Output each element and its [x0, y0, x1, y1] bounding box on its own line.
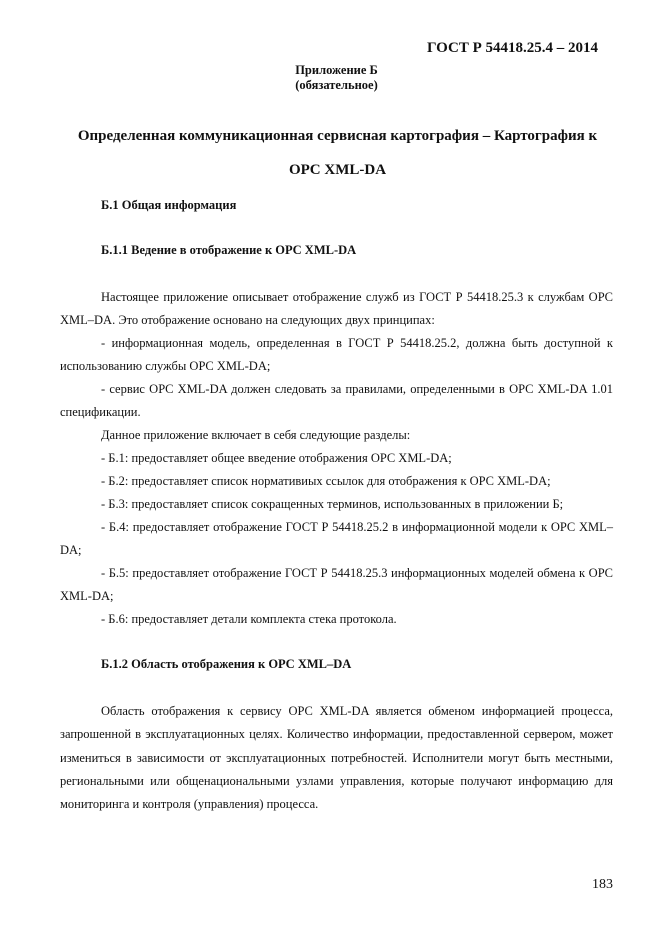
section-heading-b11: Б.1.1 Ведение в отображение к OPC XML-DA	[101, 243, 357, 257]
list-item: - Б.6: предоставляет детали комплекта стека протокола.	[101, 612, 397, 626]
page-number: 183	[592, 877, 613, 892]
list-item: - информационная модель, определенная в ГОСТ Р 54418.25.2, должна быть доступной к использованию службы OPC XML-DA;	[60, 336, 613, 374]
paragraph: Данное приложение включает в себя следующие разделы:	[101, 428, 411, 442]
appendix-heading	[0, 63, 661, 93]
paragraph: Настоящее приложение описывает отображение служб из ГОСТ Р 54418.25.3 к службам OPC XML–DA. Это отображение основано на следующих двух принципах:	[60, 290, 613, 328]
section-heading-b1: Б.1 Общая информация	[101, 198, 237, 212]
list-item: - Б.4: предоставляет отображение ГОСТ Р 54418.25.2 в информационной модели к OPC XML–DA;	[60, 520, 613, 558]
list-item: - Б.2: предоставляет список нормативиых ссылок для отображения к OPC XML-DA;	[101, 474, 551, 488]
title-line-1: Определенная коммуникационная сервисная картография – Картография к	[77, 128, 598, 144]
appendix-label: Приложение Б	[295, 63, 378, 77]
list-item: - Б.3: предоставляет список сокращенных терминов, использованных в приложении Б;	[101, 497, 564, 511]
standard-code: ГОСТ Р 54418.25.4 – 2014	[426, 40, 598, 56]
list-item: - Б.5: предоставляет отображение ГОСТ Р 54418.25.3 информационных моделей обмена к OPC XML-DA;	[60, 566, 613, 604]
appendix-status: (обязательное)	[295, 78, 378, 92]
section-heading-b12: Б.1.2 Область отображения к OPC XML–DA	[101, 657, 352, 671]
page-title	[50, 119, 625, 187]
list-item: - Б.1: предоставляет общее введение отображения OPC XML-DA;	[101, 451, 452, 465]
list-item: - сервис OPC XML-DA должен следовать за правилами, определенными в OPC XML-DA 1.01 спецификации.	[60, 382, 613, 420]
title-line-2: OPC XML-DA	[288, 162, 387, 178]
paragraph: Область отображения к сервису OPC XML-DA является обменом информацией процесса, запрошенной в эксплуатационных целях. Количество информации, предоставленной сервером, может измениться в зависимости от эксплуатационных потребностей. Исполнители могут быть местными, региональными или общенациональными узлами управления, которые получают информацию для мониторинга и контроля (управления) процесса.	[60, 704, 613, 812]
